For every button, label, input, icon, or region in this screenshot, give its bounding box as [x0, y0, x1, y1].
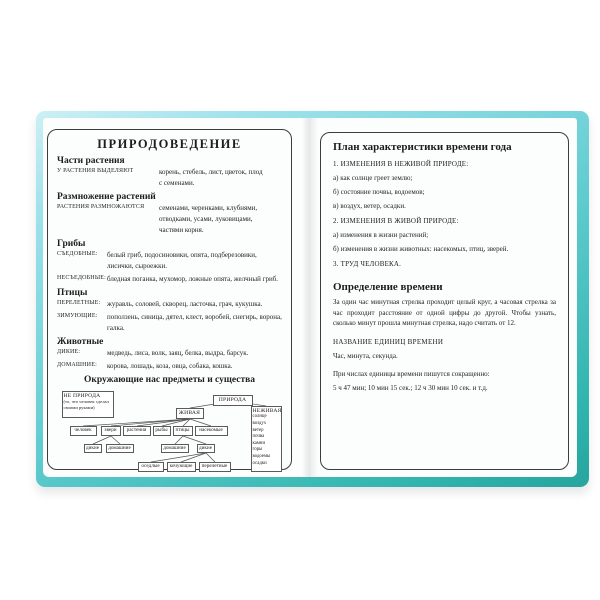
- not-alive-item: воздух: [252, 421, 267, 427]
- not-alive-item: ветер: [252, 427, 264, 433]
- right-content-box: [320, 132, 569, 470]
- plan-heading: 1. ИЗМЕНЕНИЯ В НЕЖИВОЙ ПРИРОДЕ:: [333, 160, 469, 168]
- diagram-node-birds: птицы: [173, 426, 193, 436]
- diagram-node-sedentary: оседлые: [138, 462, 164, 472]
- table-row: [57, 250, 282, 272]
- diagram-node-nature: ПРИРОДА: [213, 395, 253, 406]
- table-row: [57, 167, 282, 189]
- diagram-node-human: человек: [70, 426, 97, 436]
- row-label: ЗИМУЮЩИЕ:: [57, 313, 98, 319]
- book-cover: [36, 111, 589, 487]
- plan-title: План характеристики времени года: [333, 141, 512, 153]
- row-value: медведь, лиса, волк, заяц, белка, выдра, барсук.: [107, 349, 249, 357]
- diagram-node-not-nature: [62, 391, 114, 418]
- not-nature-label: НЕ ПРИРОДА: [63, 393, 101, 399]
- row-label: У РАСТЕНИЯ ВЫДЕЛЯЮТ: [57, 168, 134, 174]
- not-alive-item: водоемы: [252, 453, 271, 459]
- not-alive-item: солнце: [252, 414, 267, 420]
- row-label: СЪЕДОБНЫЕ:: [57, 251, 98, 257]
- row-label: ДИКИЕ:: [57, 349, 81, 355]
- table-row: [57, 312, 282, 334]
- book-pages: [43, 118, 577, 477]
- diagram-node-nomadic: кочующие: [167, 462, 196, 472]
- abbrev-examples: 5 ч 47 мин; 10 мин 15 сек.; 12 ч 30 мин 10 сек. и т.д.: [333, 383, 488, 392]
- not-nature-note: (то, что человек сделал своими руками): [63, 399, 109, 410]
- right-page: [310, 118, 577, 477]
- diagram-node-insects: насекомые: [195, 426, 228, 436]
- row-label: ДОМАШНИЕ:: [57, 362, 97, 368]
- left-page: [43, 118, 310, 477]
- diagram-node-beasts-wild: дикие: [84, 444, 102, 453]
- section-birds: [57, 288, 282, 334]
- time-section-title: Определение времени: [333, 281, 443, 293]
- units-line: Час, минута, секунда.: [333, 351, 398, 360]
- table-row: [57, 203, 282, 236]
- diagram-title: Окружающие нас предметы и существа: [83, 375, 256, 385]
- row-value: журавль, соловей, скворец, ласточка, грач, кукушка.: [107, 300, 263, 308]
- row-label: РАСТЕНИЯ РАЗМНОЖАЮТСЯ: [57, 204, 145, 210]
- not-alive-item: камни: [252, 440, 266, 446]
- diagram-node-not-alive: НЕЖИВАЯ солнце воздух ветер почва камни горы водоемы осадки: [251, 406, 282, 472]
- not-alive-item: горы: [252, 447, 263, 453]
- row-value: семенами, черенками, клубнями, отводками, усами, луковицами, частями корня.: [159, 204, 258, 234]
- plan-item: в) воздух, ветер, осадки.: [333, 202, 406, 210]
- section-heading: Птицы: [57, 288, 88, 298]
- diagram-node-alive: ЖИВАЯ: [176, 408, 204, 419]
- plan-heading: 2. ИЗМЕНЕНИЯ В ЖИВОЙ ПРИРОДЕ:: [333, 217, 459, 225]
- not-alive-item: осадки: [252, 460, 267, 466]
- plan-item: б) состояние почвы, водоемов;: [333, 188, 425, 196]
- section-heading: Размножение растений: [57, 192, 156, 202]
- section-plant-reproduction: [57, 192, 282, 236]
- table-row: [57, 348, 282, 359]
- section-heading: Части растения: [57, 156, 125, 166]
- row-label: ПЕРЕЛЕТНЫЕ:: [57, 300, 101, 306]
- row-value: белый гриб, подосиновики, опята, подберезовики, лисички, сыроежки.: [107, 251, 257, 270]
- plan-item: а) изменения в жизни растений;: [333, 231, 429, 239]
- time-paragraph: За один час минутная стрелка проходит целый круг, а часовая стрелка за час проходит расстояние от одной цифры до другой. Чтобы узнать, сколько минут прошла минутная стрелка, надо считать от 12.: [333, 298, 556, 327]
- diagram-node-migratory: перелетные: [199, 462, 231, 472]
- table-row: [57, 274, 282, 285]
- page-title: ПРИРОДОВЕДЕНИЕ: [97, 137, 242, 151]
- units-heading: НАЗВАНИЕ ЕДИНИЦ ВРЕМЕНИ: [333, 337, 444, 346]
- diagram-node-beasts: звери: [101, 426, 121, 436]
- diagram-node-plants: растения: [123, 426, 151, 436]
- row-value: бледная поганка, мухомор, ложные опята, желчный гриб.: [107, 275, 279, 283]
- table-row: [57, 361, 282, 372]
- row-value: корова, лошадь, коза, овца, собака, кошка.: [107, 362, 233, 370]
- nature-diagram: [58, 387, 282, 481]
- section-animals: [57, 337, 282, 372]
- diagram-node-birds-wild: дикие: [197, 444, 215, 453]
- section-mushrooms: [57, 239, 282, 285]
- section-plant-parts: [57, 156, 282, 189]
- table-row: [57, 299, 282, 310]
- abbrev-intro: При числах единицы времени пишутся сокращенно:: [333, 369, 490, 378]
- plan-item: а) как солнце греет землю;: [333, 174, 413, 182]
- diagram-node-beasts-domestic: домашние: [106, 444, 134, 453]
- plan-heading: 3. ТРУД ЧЕЛОВЕКА.: [333, 260, 402, 268]
- plan-item: б) изменения в жизни животных: насекомых, птиц, зверей.: [333, 245, 509, 253]
- left-content-box: [47, 129, 292, 470]
- diagram-node-birds-domestic: домашние: [161, 444, 189, 453]
- section-heading: Животные: [57, 337, 104, 347]
- row-label: НЕСЪЕДОБНЫЕ:: [57, 275, 106, 281]
- not-alive-item: почва: [252, 434, 265, 440]
- diagram-node-fish: рыбы: [153, 426, 171, 436]
- row-value: поползень, синица, дятел, клест, воробей, снегирь, ворона, галка.: [107, 313, 282, 332]
- section-heading: Грибы: [57, 239, 86, 249]
- row-value: корень, стебель, лист, цветок, плод с семенами.: [159, 168, 263, 187]
